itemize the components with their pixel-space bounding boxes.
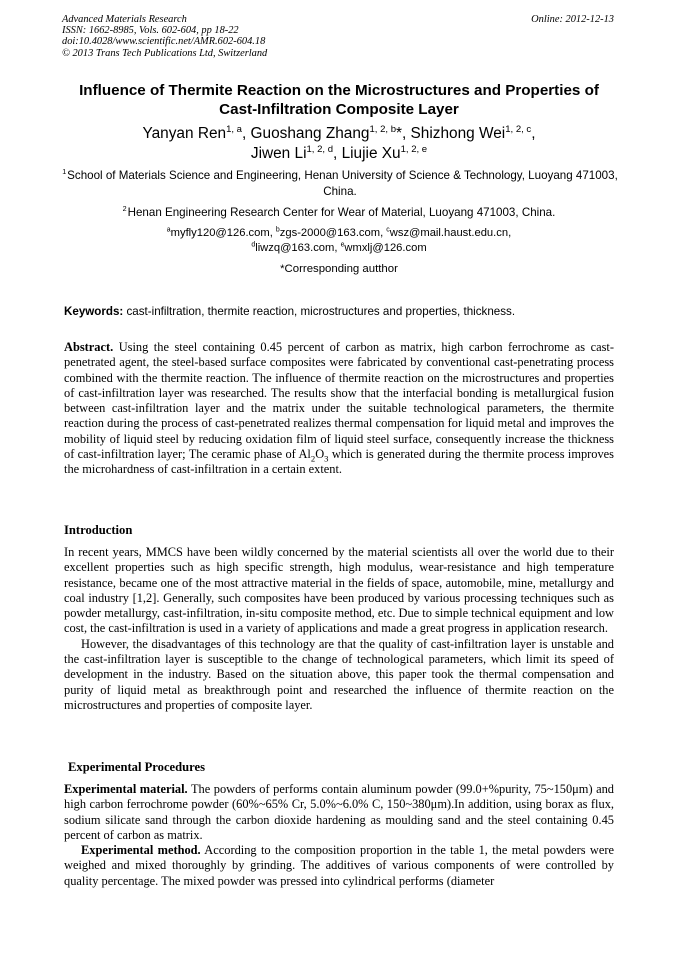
author-affiliation-mark: 1, 2, c bbox=[505, 123, 532, 135]
author-line-2 bbox=[40, 144, 638, 164]
formula-element: Al bbox=[298, 447, 311, 462]
affiliation-text: School of Materials Science and Engineering, Henan University of Science & Technology, Luoyang 471003, China. bbox=[67, 169, 618, 198]
formula-subscript: 2 bbox=[310, 453, 316, 464]
author-affiliation-mark: 1, 2, d bbox=[306, 143, 333, 155]
title-line-1: Influence of Thermite Reaction on the Microstructures and Properties of bbox=[79, 82, 599, 99]
abstract-text: Using the steel containing 0.45 percent of carbon as matrix, high carbon ferrochrome as cast-penetrated agent, the steel-based surface composites were fabricated by conventional cast-penetrating process combined with the thermite reaction. The influence of thermite reaction on the microstructures and properties of cast-infiltration layer was researched. The results show that the interfacial bonding is metallurgical fusion between cast-infiltration layer and the matrix under the suitable technological parameters, the thermite reaction during the process of cast-penetrated realizes thermal compensation for liquid metal and improves the mobility of liquid steel by reducing oxidation film of liquid steel surface, consequently increase the thickness of cast-infiltration layer; The ceramic phase of bbox=[64, 340, 614, 462]
author-line-1 bbox=[40, 124, 638, 144]
abstract-label: Abstract. bbox=[64, 340, 114, 354]
email-separator: , bbox=[334, 241, 341, 254]
subsection-label-material: Experimental material. bbox=[64, 782, 188, 796]
experimental-material-paragraph bbox=[64, 782, 614, 843]
keywords-text: cast-infiltration, thermite reaction, microstructures and properties, thickness. bbox=[123, 305, 516, 318]
affiliation-1 bbox=[62, 168, 618, 199]
email-line-1 bbox=[40, 226, 638, 241]
formula-subscript: 3 bbox=[324, 453, 329, 464]
journal-header bbox=[62, 14, 267, 59]
copyright-line: © 2013 Trans Tech Publications Ltd, Switzerland bbox=[62, 47, 268, 59]
author-affiliation-mark: 1, a bbox=[226, 123, 242, 135]
affiliation-2 bbox=[40, 205, 638, 220]
email-link[interactable]: wsz@mail.haust.edu.cn bbox=[389, 227, 509, 239]
corresponding-author-note: *Corresponding autthor bbox=[280, 263, 398, 275]
subsection-label-method: Experimental method. bbox=[81, 843, 201, 858]
abstract-paragraph bbox=[64, 340, 614, 478]
author-list bbox=[40, 124, 638, 163]
online-date: Online: 2012-12-13 bbox=[531, 14, 614, 25]
introduction-paragraph-2: However, the disadvantages of this technology are that the quality of cast-infiltration layer is unstable and the cast-infiltration layer is susceptible to the change of technological parameters, which limit its speed of development in the industry. Based on the situation above, this paper took the thermal compensation and purity of liquid metal as breakthrough point and researched the influence of thermite reaction on the microstructures and properties of composite layer. bbox=[64, 636, 614, 712]
method-text: According to the composition proportion in the table 1, the metal powders were weighed and mixed thoroughly by grinding. The additives of various components of were controlled by quality percentage. The mixed powder was pressed into cylindrical performs (diameter bbox=[64, 843, 614, 888]
author-name: Guoshang Zhang bbox=[250, 125, 370, 142]
author-separator: , bbox=[333, 144, 342, 162]
experimental-method-paragraph bbox=[64, 843, 614, 889]
keywords-label: Keywords: bbox=[64, 305, 124, 318]
material-text: The powders of performs contain aluminum powder (99.0+%purity, 75~150μm) and high carbon ferrochrome powder (60%~65% Cr, 5.0%~6.0% C, 150~380μm).In addition, using borax as flux, sodium silicate sand through the carbon dioxide hardening as moulding sand and the steel containing 0.45 percent of carbon as matrix. bbox=[64, 782, 614, 842]
issn-line: ISSN: 1662-8985, Vols. 602-604, pp 18-22 bbox=[62, 25, 239, 37]
email-mark: a bbox=[166, 226, 171, 234]
author-separator: , bbox=[241, 125, 251, 142]
email-separator: , bbox=[508, 227, 512, 239]
author-separator: , bbox=[531, 125, 536, 142]
doi-line: doi:10.4028/www.scientific.net/AMR.602-604.18 bbox=[62, 36, 266, 48]
introduction-section bbox=[64, 545, 614, 713]
chemical-formula bbox=[298, 447, 329, 464]
paper-title bbox=[40, 81, 638, 119]
section-heading-introduction: Introduction bbox=[64, 523, 133, 537]
journal-name: Advanced Materials Research bbox=[62, 14, 187, 25]
author-separator: *, bbox=[396, 125, 411, 142]
section-heading-experimental: Experimental Procedures bbox=[68, 760, 205, 774]
author-affiliation-mark: 1, 2, b bbox=[369, 123, 396, 135]
author-name: Shizhong Wei bbox=[410, 125, 506, 142]
affiliation-text: Henan Engineering Research Center for Wear of Material, Luoyang 471003, China. bbox=[127, 206, 556, 219]
email-link[interactable]: myfly120@126.com bbox=[170, 227, 270, 239]
author-name: Yanyan Ren bbox=[142, 125, 227, 142]
email-link[interactable]: wmxlj@126.com bbox=[344, 241, 427, 254]
email-mark: c bbox=[386, 226, 390, 234]
author-name: Liujie Xu bbox=[341, 144, 401, 162]
affiliation-mark: 1 bbox=[62, 167, 67, 177]
affiliation-mark: 2 bbox=[122, 204, 127, 214]
email-mark: b bbox=[275, 226, 280, 234]
abstract-text: which is generated during the thermite process improves the microhardness of cast-infiltration in a certain extent. bbox=[64, 447, 615, 477]
email-separator: , bbox=[269, 227, 276, 239]
author-name: Jiwen Li bbox=[250, 144, 307, 162]
introduction-paragraph-1: In recent years, MMCS have been wildly concerned by the material scientists all over the world due to their excellent properties such as high specific strength, high modulus, wear-resistance and high temperature resistance, became one of the most attractive material in the fields of space, automobile, mine, metallurgy and coal industry [1,2]. Generally, such composites have been produced by various processing techniques such as powder metallurgy, cast-infiltration, in-situ composite method, etc. Due to simple technical equipment and low cost, the cast-infiltration is used in a variety of applications and made a great progress in application research. bbox=[64, 545, 614, 636]
abstract bbox=[64, 340, 614, 478]
email-separator: , bbox=[380, 227, 387, 239]
author-affiliation-mark: 1, 2, e bbox=[400, 143, 428, 155]
title-line-2: Cast-Infiltration Composite Layer bbox=[219, 101, 459, 118]
email-mark: e bbox=[340, 240, 345, 248]
email-link[interactable]: liwzq@163.com bbox=[255, 241, 335, 254]
email-list bbox=[40, 226, 638, 255]
formula-element: O bbox=[315, 447, 325, 462]
email-mark: d bbox=[251, 240, 256, 248]
experimental-section bbox=[64, 782, 614, 889]
email-line-2 bbox=[40, 241, 638, 256]
email-link[interactable]: zgs-2000@163.com bbox=[279, 227, 381, 239]
keywords bbox=[64, 304, 614, 319]
